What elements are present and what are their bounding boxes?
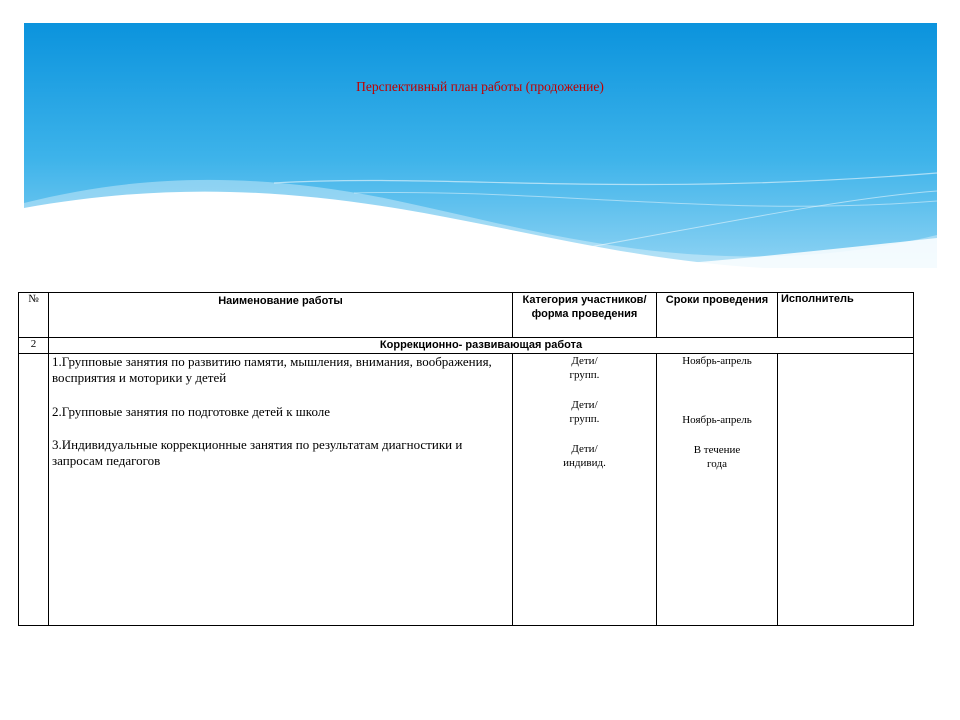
slide-title: Перспективный план работы (продожение)	[356, 79, 604, 94]
section-title: Коррекционно- развивающая работа	[49, 338, 914, 354]
header-executor: Исполнитель	[778, 293, 914, 338]
work-plan-table	[18, 292, 914, 626]
section-row	[19, 338, 914, 354]
timing-cell	[657, 354, 778, 626]
category-2: Дети/ групп.	[569, 399, 600, 425]
wave-background	[24, 23, 937, 268]
category-3: Дети/ индивид.	[563, 443, 606, 469]
row-num-cell	[19, 354, 49, 626]
timing-1: Ноябрь-апрель	[682, 355, 752, 367]
work-item-1: 1.Групповые занятия по развитию памяти, мышления, внимания, воображения, восприятия и моторики у детей	[52, 354, 492, 385]
category-cell	[513, 354, 657, 626]
header-num: №	[19, 293, 49, 338]
table-row	[19, 354, 914, 626]
work-item-2: 2.Групповые занятия по подготовке детей к школе	[52, 404, 331, 419]
header-category: Категория участников/ форма проведения	[513, 293, 657, 338]
timing-2: Ноябрь-апрель	[682, 414, 752, 426]
section-num: 2	[19, 338, 49, 354]
work-item-3: 3.Индивидуальные коррекционные занятия по результатам диагностики и запросам педагогов	[52, 437, 463, 468]
work-names-cell	[49, 354, 513, 626]
table-header-row	[19, 293, 914, 338]
header-timing: Сроки проведения	[657, 293, 778, 338]
executor-cell	[778, 354, 914, 626]
timing-3: В течение года	[693, 444, 741, 470]
header-banner	[24, 23, 937, 268]
category-1: Дети/ групп.	[569, 355, 600, 381]
header-name: Наименование работы	[49, 293, 513, 338]
